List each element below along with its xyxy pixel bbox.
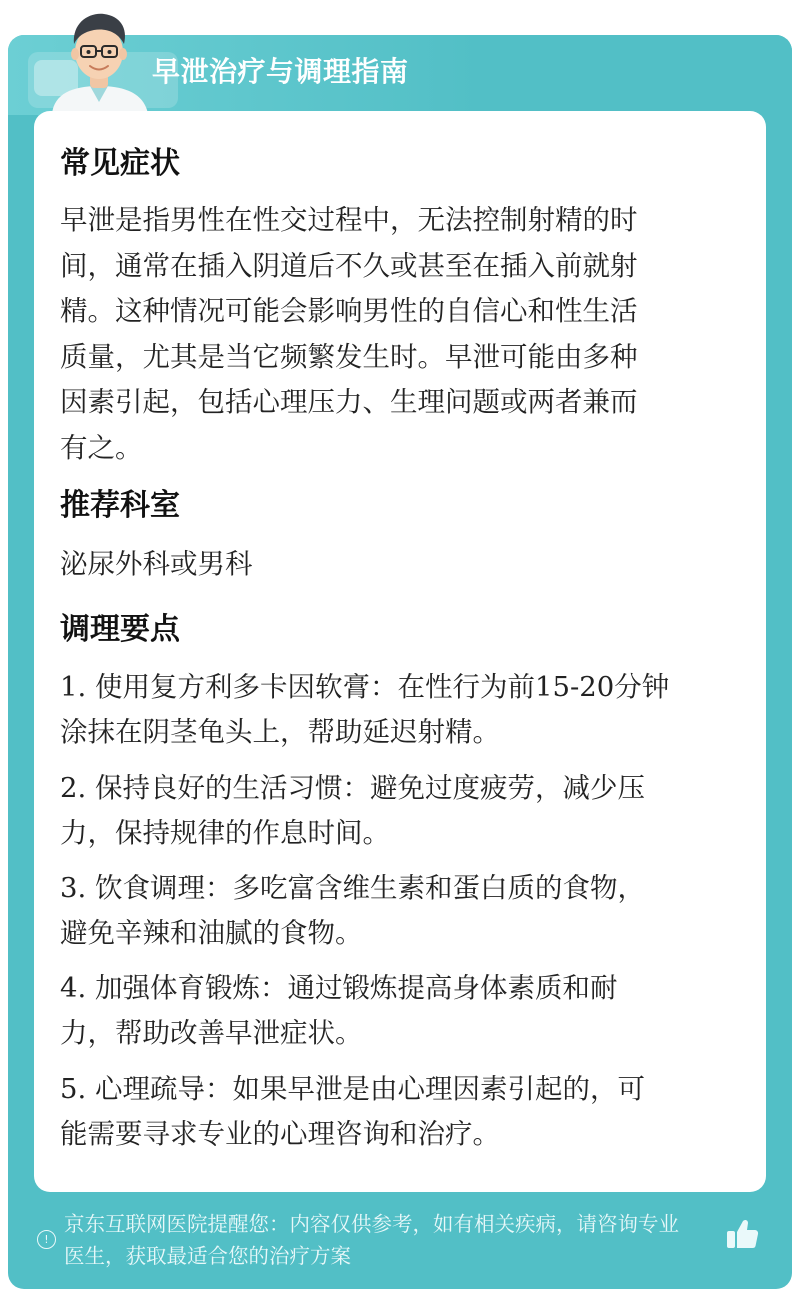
info-circle-icon: ! [37, 1230, 56, 1249]
care-heading: 调理要点 [60, 612, 180, 647]
care-item-number: 2. [60, 772, 87, 804]
disclaimer-text [64, 1208, 729, 1272]
care-item-line [60, 966, 740, 1011]
care-item-text: 分钟 [614, 671, 670, 703]
care-item-line: 能需要寻求专业的心理咨询和治疗。 [60, 1118, 500, 1150]
symptoms-heading: 常见症状 [60, 146, 180, 181]
care-item-text: 心理疏导：如果早泄是由心理因素引起的，可 [95, 1073, 645, 1105]
department-heading: 推荐科室 [60, 488, 180, 523]
thumbs-up-icon[interactable] [724, 1216, 760, 1252]
symptoms-line: 精。这种情况可能会影响男性的自信心和性生活 [60, 295, 638, 327]
care-item-line: 避免辛辣和油腻的食物。 [60, 917, 363, 949]
care-item-line: 力，帮助改善早泄症状。 [60, 1017, 363, 1049]
care-item-number: 1. [60, 671, 87, 703]
symptoms-line: 早泄是指男性在性交过程中，无法控制射精的时 [60, 204, 638, 236]
care-item-line [60, 866, 740, 911]
disclaimer-line: 京东互联网医院提醒您：内容仅供参考，如有相关疾病，请咨询专业 [64, 1212, 679, 1236]
doctor-avatar [44, 6, 154, 114]
care-item-line [60, 766, 740, 811]
care-item-2 [60, 766, 740, 856]
symptoms-line: 因素引起，包括心理压力、生理问题或两者兼而 [60, 386, 638, 418]
symptoms-line: 质量，尤其是当它频繁发生时。早泄可能由多种 [60, 340, 638, 373]
care-item-text: 保持良好的生活习惯：避免过度疲劳，减少压 [95, 772, 645, 804]
care-item-text: 饮食调理：多吃富含维生素和蛋白质的食物， [95, 872, 645, 904]
page-title: 早泄治疗与调理指南 [152, 55, 409, 88]
care-item-line [60, 1067, 740, 1112]
department-text: 泌尿外科或男科 [60, 548, 253, 580]
care-item-5 [60, 1067, 740, 1157]
care-item-text: 使用复方利多卡因软膏：在性行为前 [95, 671, 535, 703]
care-item-number: 3. [60, 872, 87, 904]
symptoms-line: 有之。 [60, 431, 143, 464]
care-item-number: 4. [60, 972, 87, 1004]
disclaimer-line: 医生，获取最适合您的治疗方案 [64, 1244, 351, 1268]
care-item-line: 涂抹在阴茎龟头上，帮助延迟射精。 [60, 716, 500, 748]
care-item-4 [60, 966, 740, 1056]
symptoms-line: 间，通常在插入阴道后不久或甚至在插入前就射 [60, 249, 638, 282]
care-item-line [60, 665, 740, 710]
care-item-line: 力，保持规律的作息时间。 [60, 817, 390, 849]
care-item-3 [60, 866, 740, 956]
care-item-1 [60, 665, 740, 755]
care-item-text: 加强体育锻炼：通过锻炼提高身体素质和耐 [95, 972, 618, 1004]
symptoms-paragraph [60, 198, 740, 471]
care-item-number: 5. [60, 1073, 87, 1105]
care-item-text: 15-20 [535, 671, 615, 703]
